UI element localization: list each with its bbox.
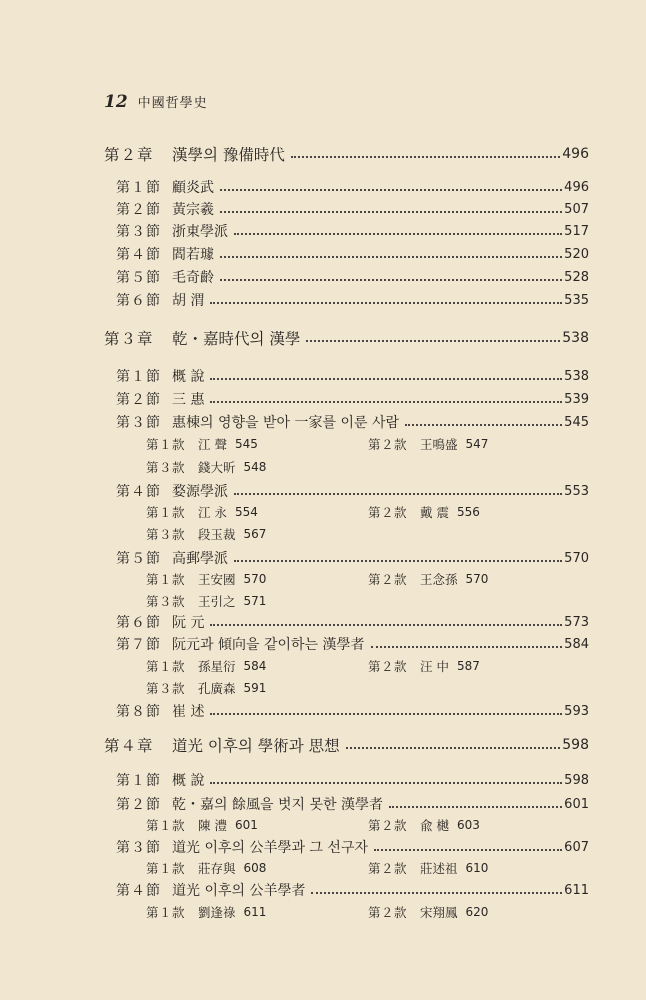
page-ref: 571 [243, 594, 267, 608]
section-title: 顧炎武 [172, 180, 214, 196]
section-title: 高郵學派 [172, 551, 228, 567]
toc-section [116, 770, 589, 790]
page-ref: 548 [243, 460, 267, 474]
page-ref: 608 [243, 861, 267, 875]
subsection-name: 莊述祖 [420, 861, 458, 876]
section-label: 第３節 [116, 224, 161, 240]
toc-subsection [368, 570, 488, 588]
toc-chapter-4 [104, 735, 589, 755]
section-label: 第１節 [116, 773, 161, 789]
page-ref: 591 [243, 681, 267, 695]
leader-dots [389, 806, 562, 808]
subsection-name: 江 永 [198, 505, 227, 520]
section-title: 黃宗羲 [172, 202, 214, 218]
page-ref: 584 [243, 659, 267, 673]
leader-dots [210, 302, 562, 304]
toc-subsection [368, 657, 480, 675]
leader-dots [234, 233, 562, 235]
subsection-label: 第２款 [368, 437, 408, 452]
toc-section [116, 880, 589, 900]
chapter-label: 第３章 [104, 330, 154, 348]
section-title: 胡 渭 [172, 293, 205, 309]
page-ref: 587 [456, 659, 480, 673]
page-ref: 538 [564, 368, 589, 384]
page-ref: 607 [564, 839, 589, 855]
toc-section [116, 612, 589, 632]
section-label: 第６節 [116, 293, 161, 309]
subsection-name: 莊存與 [198, 861, 236, 876]
section-label: 第７節 [116, 637, 161, 653]
subsection-label: 第１款 [146, 572, 186, 587]
toc-section [116, 199, 589, 219]
subsection-label: 第２款 [368, 572, 408, 587]
toc-subsection [146, 525, 266, 543]
toc-section [116, 221, 589, 241]
subsection-label: 第３款 [146, 681, 186, 696]
leader-dots [210, 713, 562, 715]
page-ref: 539 [564, 391, 589, 407]
leader-dots [306, 340, 560, 342]
section-label: 第２節 [116, 392, 161, 408]
page-ref: 593 [564, 703, 589, 719]
subsection-label: 第１款 [146, 905, 186, 920]
leader-dots [220, 189, 562, 191]
subsection-label: 第１款 [146, 505, 186, 520]
subsection-name: 兪 樾 [420, 818, 449, 833]
section-title: 阮 元 [172, 615, 205, 631]
toc-section [116, 701, 589, 721]
section-title: 浙東學派 [172, 224, 228, 240]
subsection-label: 第３款 [146, 594, 186, 609]
section-title: 惠棟의 영향을 받아 一家를 이룬 사람 [172, 415, 400, 431]
toc-section [116, 634, 589, 654]
chapter-title: 乾・嘉時代의 漢學 [172, 330, 301, 348]
page-ref: 507 [564, 201, 589, 217]
subsection-label: 第１款 [146, 861, 186, 876]
leader-dots [346, 747, 561, 749]
page-ref: 553 [564, 483, 589, 499]
subsection-name: 陳 澧 [198, 818, 227, 833]
toc-section [116, 548, 589, 568]
page-ref: 528 [564, 269, 589, 285]
subsection-label: 第２款 [368, 861, 408, 876]
subsection-name: 錢大昕 [198, 460, 236, 475]
leader-dots [210, 378, 562, 380]
page-ref: 556 [456, 505, 480, 519]
toc-subsection [368, 903, 488, 921]
toc-section [116, 267, 589, 287]
toc-subsection [368, 816, 480, 834]
page-ref: 547 [465, 437, 489, 451]
chapter-title: 漢學의 豫備時代 [172, 146, 285, 164]
section-title: 乾・嘉의 餘風을 벗지 못한 漢學者 [172, 797, 383, 813]
toc-subsection [146, 435, 258, 453]
subsection-name: 戴 震 [420, 505, 449, 520]
section-label: 第４節 [116, 247, 161, 263]
subsection-name: 孔廣森 [198, 681, 236, 696]
page-ref: 611 [564, 882, 589, 898]
subsection-name: 宋翔鳳 [420, 905, 458, 920]
section-label: 第３節 [116, 840, 161, 856]
subsection-label: 第２款 [368, 505, 408, 520]
section-label: 第１節 [116, 369, 161, 385]
subsection-name: 江 聲 [198, 437, 227, 452]
subsection-name: 王鳴盛 [420, 437, 458, 452]
leader-dots [220, 211, 562, 213]
page-ref: 610 [465, 861, 489, 875]
subsection-name: 孫星衍 [198, 659, 236, 674]
section-label: 第６節 [116, 615, 161, 631]
page-ref: 535 [564, 292, 589, 308]
toc-subsection [146, 458, 266, 476]
page-ref: 573 [564, 614, 589, 630]
subsection-label: 第３款 [146, 527, 186, 542]
leader-dots [220, 279, 562, 281]
page-ref: 603 [456, 818, 480, 832]
subsection-label: 第２款 [368, 659, 408, 674]
chapter-title: 道光 이후의 學術과 思想 [172, 737, 340, 755]
toc-subsection [368, 435, 488, 453]
section-title: 閻若璩 [172, 247, 214, 263]
page-number: 12 [104, 92, 128, 112]
toc-section [116, 412, 589, 432]
page-ref: 598 [564, 772, 589, 788]
running-header [104, 92, 208, 116]
leader-dots [405, 424, 562, 426]
page-ref: 545 [564, 414, 589, 430]
toc-chapter-2 [104, 144, 589, 164]
subsection-label: 第３款 [146, 460, 186, 475]
section-label: 第３節 [116, 415, 161, 431]
chapter-label: 第２章 [104, 146, 154, 164]
toc-section [116, 794, 589, 814]
page-ref: 517 [564, 223, 589, 239]
leader-dots [311, 892, 562, 894]
page-ref: 598 [562, 737, 589, 753]
page-ref: 538 [562, 330, 589, 346]
leader-dots [234, 493, 562, 495]
section-title: 阮元과 傾向을 같이하는 漢學者 [172, 637, 365, 653]
page-ref: 601 [564, 796, 589, 812]
section-label: 第８節 [116, 704, 161, 720]
leader-dots [291, 156, 560, 158]
subsection-name: 段玉裁 [198, 527, 236, 542]
subsection-label: 第２款 [368, 818, 408, 833]
section-label: 第５節 [116, 270, 161, 286]
page-ref: 601 [234, 818, 258, 832]
toc-section [116, 389, 589, 409]
page-ref: 496 [562, 146, 589, 162]
leader-dots [210, 401, 562, 403]
page-ref: 570 [465, 572, 489, 586]
page-ref: 554 [234, 505, 258, 519]
toc-subsection [368, 503, 480, 521]
section-title: 概 說 [172, 369, 205, 385]
leader-dots [210, 782, 562, 784]
leader-dots [234, 560, 562, 562]
toc-section [116, 290, 589, 310]
toc-subsection [368, 859, 488, 877]
subsection-label: 第２款 [368, 905, 408, 920]
page-ref: 567 [243, 527, 267, 541]
page-ref: 584 [564, 636, 589, 652]
subsection-label: 第１款 [146, 818, 186, 833]
toc-section [116, 837, 589, 857]
page-ref: 520 [564, 246, 589, 262]
toc-section [116, 481, 589, 501]
toc-section [116, 244, 589, 264]
section-title: 道光 이후의 公羊學者 [172, 883, 306, 899]
chapter-label: 第４章 [104, 737, 154, 755]
subsection-label: 第１款 [146, 437, 186, 452]
section-title: 毛奇齡 [172, 270, 214, 286]
toc-subsection [146, 503, 258, 521]
section-title: 崔 述 [172, 704, 205, 720]
section-label: 第２節 [116, 797, 161, 813]
section-title: 婺源學派 [172, 484, 228, 500]
leader-dots [220, 256, 562, 258]
page-ref: 545 [234, 437, 258, 451]
page-ref: 611 [243, 905, 267, 919]
toc-subsection [146, 592, 266, 610]
toc-subsection [146, 570, 266, 588]
toc-subsection [146, 657, 266, 675]
toc-subsection [146, 816, 258, 834]
subsection-name: 汪 中 [420, 659, 449, 674]
toc-section [116, 366, 589, 386]
section-title: 道光 이후의 公羊學과 그 선구자 [172, 840, 368, 856]
section-label: 第４節 [116, 484, 161, 500]
page-ref: 620 [465, 905, 489, 919]
section-title: 概 說 [172, 773, 205, 789]
page-ref: 496 [564, 179, 589, 195]
subsection-name: 王引之 [198, 594, 236, 609]
subsection-name: 劉逢祿 [198, 905, 236, 920]
section-label: 第４節 [116, 883, 161, 899]
page-ref: 570 [243, 572, 267, 586]
section-label: 第１節 [116, 180, 161, 196]
subsection-name: 王念孫 [420, 572, 458, 587]
subsection-name: 王安國 [198, 572, 236, 587]
section-label: 第５節 [116, 551, 161, 567]
toc-section [116, 177, 589, 197]
leader-dots [374, 849, 562, 851]
subsection-label: 第１款 [146, 659, 186, 674]
toc-subsection [146, 679, 266, 697]
toc-subsection [146, 903, 266, 921]
book-title: 中國哲學史 [137, 96, 208, 111]
section-title: 三 惠 [172, 392, 205, 408]
leader-dots [210, 624, 562, 626]
toc-chapter-3 [104, 328, 589, 348]
leader-dots [371, 646, 563, 648]
page-ref: 570 [564, 550, 589, 566]
section-label: 第２節 [116, 202, 161, 218]
toc-subsection [146, 859, 266, 877]
